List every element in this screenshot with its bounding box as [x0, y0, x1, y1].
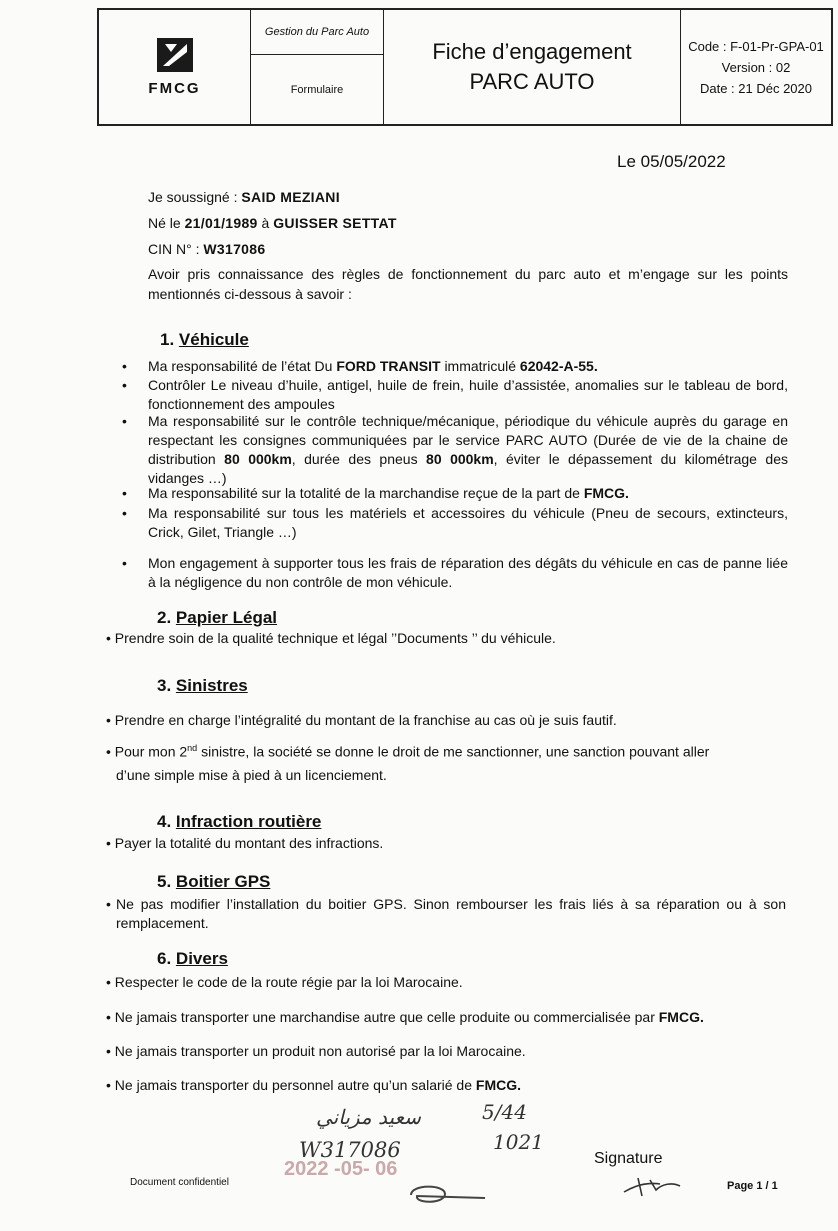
list-item [122, 484, 788, 503]
title-cell [384, 10, 681, 124]
section-title-text: Véhicule [178, 330, 249, 349]
section-title-text: Boitier GPS [175, 872, 271, 891]
tyres-km: 80 000km [426, 451, 494, 467]
bullet-icon: • [106, 1077, 111, 1093]
section-title-text: Sinistres [175, 676, 248, 695]
bullet-icon: • [122, 505, 127, 521]
handwritten-number-top: 5/44 [482, 1100, 527, 1124]
doc-date: Date : 21 Déc 2020 [699, 80, 813, 96]
list-item [106, 973, 463, 992]
document-header [97, 8, 833, 126]
section-number: 4. [157, 812, 172, 831]
text: Prendre soin de la qualité technique et légal ’’Documents ’’ du véhicule. [114, 630, 556, 646]
bullet-icon: • [122, 413, 127, 429]
list-item [106, 629, 556, 648]
bullet-icon: • [122, 358, 127, 374]
list-item [122, 376, 788, 414]
meta-cell [681, 10, 831, 124]
bullet-icon: • [106, 1009, 111, 1025]
section-number: 6. [157, 949, 172, 968]
handwritten-arabic-name: سعيد مزياني [316, 1105, 421, 1129]
text: Ma responsabilité sur la totalité de la marchandise reçue de la part de [148, 485, 580, 501]
document-subtitle: PARC AUTO [469, 69, 595, 94]
brand: FMCG. [658, 1009, 704, 1025]
bullet-icon: • [106, 743, 111, 760]
text: Ma responsabilité sur le contrôle technique/mécanique, périodique du véhicule auprès du garage en respectant les consignes communiquées par le service PARC AUTO (Durée de vie de la chaine de distribution [148, 413, 788, 467]
section-gps-title [157, 872, 270, 892]
text: Contrôler Le niveau d’huile, antigel, huile de frein, huile d’assistée, anomalies sur le tableau de bord, fonctionnement des ampoules [148, 377, 788, 412]
text: Pour mon 2 [114, 743, 188, 760]
text: , éviter le dépassement du kilométrage des vidanges …) [148, 451, 788, 486]
bullet-icon: • [106, 630, 111, 646]
birth-place: GUISSER SETTAT [273, 215, 397, 231]
text: Ne jamais transporter un produit non autorisé par la loi Marocaine. [114, 1043, 526, 1059]
department-label: Gestion du Parc Auto [251, 10, 383, 55]
section-number: 2. [157, 608, 172, 627]
vehicle-model: FORD TRANSIT [336, 358, 441, 374]
doc-version: Version : 02 [721, 59, 791, 75]
text: Ne jamais transporter une marchandise autre que celle produite ou commercialisée par [114, 1009, 655, 1025]
form-label: Formulaire [290, 83, 344, 96]
list-item [106, 1042, 526, 1061]
bullet-icon: • [106, 896, 111, 912]
cin-label: CIN N° : [148, 241, 200, 257]
employee-name: SAID MEZIANI [241, 189, 340, 205]
text: Ma responsabilité de l’état Du [148, 358, 333, 374]
bullet-icon: • [106, 712, 111, 728]
bullet-icon: • [106, 1043, 111, 1059]
plate-number: 62042-A-55. [519, 358, 598, 374]
handwritten-cin: W317086 [299, 1138, 401, 1162]
text: Ne jamais transporter du personnel autre qu’un salarié de [114, 1077, 473, 1093]
document-title: Fiche d’engagement [432, 39, 632, 64]
section-infraction-title [157, 812, 321, 832]
birth-label: Né le [148, 215, 181, 231]
doc-code: Code : F-01-Pr-GPA-01 [688, 38, 824, 54]
list-item [106, 1076, 521, 1095]
text: Payer la totalité du montant des infractions. [114, 835, 384, 851]
logo-cell [99, 10, 251, 124]
section-number: 5. [157, 872, 172, 891]
section-papier-title [157, 608, 277, 628]
text: Mon engagement à supporter tous les frais de réparation des dégâts du véhicule en cas de panne liée à la négligence du non contrôle de mon véhicule. [148, 555, 788, 590]
list-item [106, 895, 786, 933]
brand: FMCG. [475, 1077, 522, 1093]
signature-icon [620, 1170, 690, 1200]
date-stamp: 2022 -05- 06 [284, 1158, 398, 1180]
confidential-label: Document confidentiel [130, 1177, 229, 1188]
section-vehicule-title [160, 330, 249, 350]
list-item [122, 412, 788, 488]
list-item [106, 711, 617, 730]
logo-text: FMCG [148, 80, 201, 97]
birth-separator: à [261, 215, 270, 231]
intro-paragraph: Avoir pris connaissance des règles de fonctionnement du parc auto et m’engage sur les points mentionnés ci-dessous à savoir : [148, 266, 788, 302]
bullet-icon: • [122, 377, 127, 393]
list-item [106, 834, 383, 853]
bullet-icon: • [122, 555, 127, 571]
text: Respecter le code de la route régie par la loi Marocaine. [114, 974, 463, 990]
text: Prendre en charge l’intégralité du montant de la franchise au cas où je suis fautif. [114, 712, 617, 728]
text: sinistre, la société se donne le droit de me sanctionner, une sanction pouvant aller [201, 743, 710, 760]
section-divers-title [157, 949, 228, 969]
list-item-continuation: d’une simple mise à pied à un licenciement. [116, 767, 387, 783]
list-item [122, 504, 788, 542]
form-type-cell [251, 10, 384, 124]
section-number: 3. [157, 676, 172, 695]
stamp-swirl-icon [405, 1180, 495, 1210]
list-item [122, 357, 788, 376]
list-item [122, 554, 788, 592]
birth-date: 21/01/1989 [184, 215, 258, 231]
brand: FMCG. [583, 485, 629, 501]
section-title-text: Infraction routière [175, 812, 322, 831]
text: Ma responsabilité sur tous les matériels et accessoires du véhicule (Pneu de secours, extincteurs, Crick, Gilet, Triangle …) [148, 505, 788, 540]
handwritten-number-bottom: 1021 [493, 1130, 544, 1154]
list-item [106, 1008, 704, 1027]
bullet-icon: • [106, 974, 111, 990]
fmcg-logo-icon [157, 38, 193, 72]
section-sinistres-title [157, 676, 248, 696]
soussigne-row [148, 184, 788, 210]
text: , durée des pneus [291, 451, 418, 467]
text: Ne pas modifier l’installation du boitier GPS. Sinon rembourser les frais liés à sa réparation ou à son remplacement. [116, 896, 786, 931]
intro-block [148, 184, 788, 304]
list-item [106, 739, 796, 762]
signature-label: Signature [594, 1150, 663, 1167]
cin-row [148, 236, 788, 262]
signing-date: Le 05/05/2022 [617, 152, 726, 171]
bullet-icon: • [106, 835, 111, 851]
page-number: Page 1 / 1 [727, 1180, 778, 1192]
chain-km: 80 000km [224, 451, 292, 467]
section-number: 1. [160, 330, 175, 349]
section-title-text: Divers [175, 949, 228, 968]
birth-row [148, 210, 788, 236]
text: immatriculé [444, 358, 517, 374]
soussigne-label: Je soussigné : [148, 189, 238, 205]
cin-number: W317086 [203, 241, 266, 257]
section-title-text: Papier Légal [175, 608, 278, 627]
ordinal-suffix: nd [187, 743, 198, 753]
bullet-icon: • [122, 485, 127, 501]
